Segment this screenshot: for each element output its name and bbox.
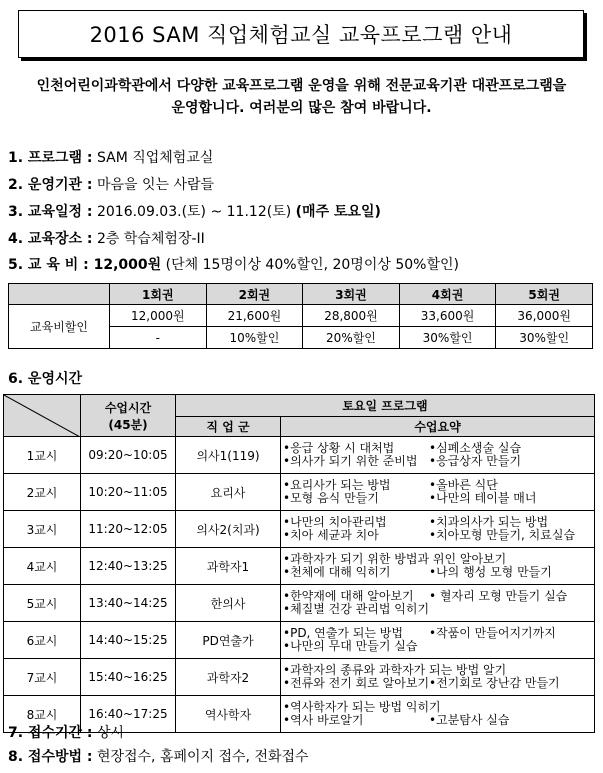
time-cell: 15:40~16:25 <box>81 659 176 696</box>
info-program <box>8 147 213 167</box>
info-value: SAM 직업체험교실 <box>92 150 214 166</box>
period-cell: 5교시 <box>4 585 81 622</box>
info-value: (단체 15명이상 40%할인, 20명이상 50%할인) <box>161 257 459 273</box>
job-cell: 한의사 <box>176 585 281 622</box>
summary-item: •한약재에 대해 알아보기 <box>283 590 414 603</box>
summary-item: •전기회로 장난감 만들기 <box>429 676 560 690</box>
summary-item: •나만의 치아관리법 <box>283 516 387 529</box>
summary-cell <box>281 511 595 548</box>
job-cell: 의사1(119) <box>176 437 281 474</box>
schedule-row <box>4 659 595 696</box>
time-cell: 11:20~12:05 <box>81 511 176 548</box>
time-cell: 14:40~15:25 <box>81 622 176 659</box>
schedule-corner <box>4 395 81 437</box>
period-cell: 6교시 <box>4 622 81 659</box>
period-cell: 3교시 <box>4 511 81 548</box>
summary-line <box>283 677 592 690</box>
summary-cell <box>281 548 595 585</box>
info-value: 현장접수, 홈페이지 접수, 전화접수 <box>92 749 309 765</box>
summary-item: •의사가 되기 위한 준비법 <box>283 455 418 468</box>
page-title: 2016 SAM 직업체험교실 교육프로그램 안내 <box>18 10 584 58</box>
program-header: 토요일 프로그램 <box>176 395 595 417</box>
fee-header: 4회권 <box>399 284 496 305</box>
info-value: 2016.09.03.(토) ~ 11.12(토) <box>92 204 296 220</box>
summary-line <box>283 603 592 616</box>
schedule-row <box>4 511 595 548</box>
fee-price: 12,000원 <box>110 305 207 327</box>
summary-cell <box>281 437 595 474</box>
info-fee <box>8 254 459 274</box>
summary-item: •치아 세균과 치아 <box>283 529 379 542</box>
summary-item: •응급 상황 시 대처법 <box>283 442 395 455</box>
schedule-row <box>4 585 595 622</box>
info-key: 3. 교육일정 : <box>8 204 93 220</box>
summary-item: •체질별 건강 관리법 익히기 <box>283 602 430 616</box>
summary-cell <box>281 474 595 511</box>
summary-item: • 혈자리 모형 만들기 실습 <box>429 589 568 603</box>
schedule-table <box>3 394 595 733</box>
info-key: 7. 접수기간 : <box>8 725 93 741</box>
summary-line <box>283 529 592 542</box>
summary-item: •작품이 만들어지기까지 <box>429 626 556 640</box>
fee-price: 33,600원 <box>399 305 496 327</box>
diagonal-line <box>4 395 80 437</box>
info-value: 상시 <box>92 725 125 741</box>
summary-item: •치과의사가 되는 방법 <box>429 515 549 529</box>
summary-line <box>283 714 592 727</box>
job-cell: 역사학자 <box>176 696 281 733</box>
summary-cell <box>281 659 595 696</box>
period-cell: 8교시 <box>4 696 81 733</box>
summary-line <box>283 492 592 505</box>
time-header-label: 수업시간 <box>104 400 152 415</box>
period-cell: 1교시 <box>4 437 81 474</box>
time-cell: 12:40~13:25 <box>81 548 176 585</box>
info-method <box>8 746 309 766</box>
summary-cell <box>281 622 595 659</box>
info-period <box>8 722 124 742</box>
summary-item: •역사학자가 되는 방법 익히기 <box>283 700 441 714</box>
job-header: 직 업 군 <box>176 417 281 437</box>
summary-line <box>283 640 592 653</box>
fee-price: 28,800원 <box>303 305 400 327</box>
fee-price: 21,600원 <box>206 305 303 327</box>
info-org <box>8 174 214 194</box>
time-cell: 10:20~11:05 <box>81 474 176 511</box>
info-fee-amount: 12,000원 <box>88 257 162 273</box>
summary-header: 수업요약 <box>281 417 595 437</box>
summary-item: •나만의 무대 만들기 실습 <box>283 639 418 653</box>
fee-discount: 30%할인 <box>399 327 496 349</box>
summary-item: •치아모형 만들기, 치료실습 <box>429 528 576 542</box>
time-cell: 09:20~10:05 <box>81 437 176 474</box>
fee-header: 5회권 <box>496 284 593 305</box>
schedule-row <box>4 474 595 511</box>
info-key: 4. 교육장소 : <box>8 231 93 247</box>
summary-line <box>283 566 592 579</box>
period-cell: 2교시 <box>4 474 81 511</box>
summary-line <box>283 455 592 468</box>
info-place <box>8 228 205 248</box>
summary-item: •요리사가 되는 방법 <box>283 479 391 492</box>
summary-item: •고분탐사 실습 <box>429 713 510 727</box>
fee-header: 1회권 <box>110 284 207 305</box>
fee-discount: 10%할인 <box>206 327 303 349</box>
info-value: 2층 학습체험장-II <box>92 231 205 247</box>
summary-item: •천체에 대해 익히기 <box>283 566 391 579</box>
fee-corner <box>9 284 110 305</box>
summary-item: •나만의 테이블 매너 <box>429 491 537 505</box>
summary-item: •응급상자 만들기 <box>429 454 522 468</box>
info-key: 5. 교 육 비 : <box>8 257 89 273</box>
summary-cell <box>281 585 595 622</box>
summary-item: •과학자의 종류와 과학자가 되는 방법 알기 <box>283 663 507 677</box>
job-cell: 과학자1 <box>176 548 281 585</box>
summary-cell <box>281 696 595 733</box>
fee-discount: 20%할인 <box>303 327 400 349</box>
job-cell: PD연출가 <box>176 622 281 659</box>
intro-line-1: 인천어린이과학관에서 다양한 교육프로그램 운영을 위해 전문교육기관 대관프로그램을 <box>36 78 567 94</box>
info-schedule <box>8 201 381 221</box>
fee-header: 2회권 <box>206 284 303 305</box>
schedule-row <box>4 548 595 585</box>
summary-item: •과학자가 되기 위한 방법과 위인 알아보기 <box>283 552 507 566</box>
info-key: 1. 프로그램 : <box>8 150 93 166</box>
section-6-title: 6. 운영시간 <box>8 371 83 387</box>
period-cell: 4교시 <box>4 548 81 585</box>
job-cell: 요리사 <box>176 474 281 511</box>
info-key: 2. 운영기관 : <box>8 177 93 193</box>
summary-item: •모형 음식 만들기 <box>283 492 379 505</box>
time-header-sub: (45분) <box>108 417 148 432</box>
job-cell: 과학자2 <box>176 659 281 696</box>
summary-item: •역사 바로알기 <box>283 714 364 727</box>
time-cell: 16:40~17:25 <box>81 696 176 733</box>
fee-price: 36,000원 <box>496 305 593 327</box>
info-key: 8. 접수방법 : <box>8 749 93 765</box>
fee-header: 3회권 <box>303 284 400 305</box>
fee-discount: 30%할인 <box>496 327 593 349</box>
summary-item: •나의 행성 모형 만들기 <box>429 565 552 579</box>
info-value: 마음을 잇는 사람들 <box>92 177 215 193</box>
fee-discount: - <box>110 327 207 349</box>
fee-row-label: 교육비할인 <box>9 305 110 349</box>
fee-table <box>8 283 593 349</box>
time-cell: 13:40~14:25 <box>81 585 176 622</box>
schedule-row <box>4 622 595 659</box>
info-extra: (매주 토요일) <box>295 204 381 220</box>
intro-text <box>0 75 603 119</box>
summary-item: •심폐소생술 실습 <box>429 441 522 455</box>
schedule-row <box>4 437 595 474</box>
intro-line-2: 운영합니다. 여러분의 많은 참여 바랍니다. <box>171 100 432 116</box>
summary-item: •올바른 식단 <box>429 478 498 492</box>
summary-item: •PD, 연출가 되는 방법 <box>283 627 403 640</box>
job-cell: 의사2(치과) <box>176 511 281 548</box>
summary-item: •전류와 전기 회로 알아보기 <box>283 677 429 690</box>
period-cell: 7교시 <box>4 659 81 696</box>
time-header <box>81 395 176 437</box>
